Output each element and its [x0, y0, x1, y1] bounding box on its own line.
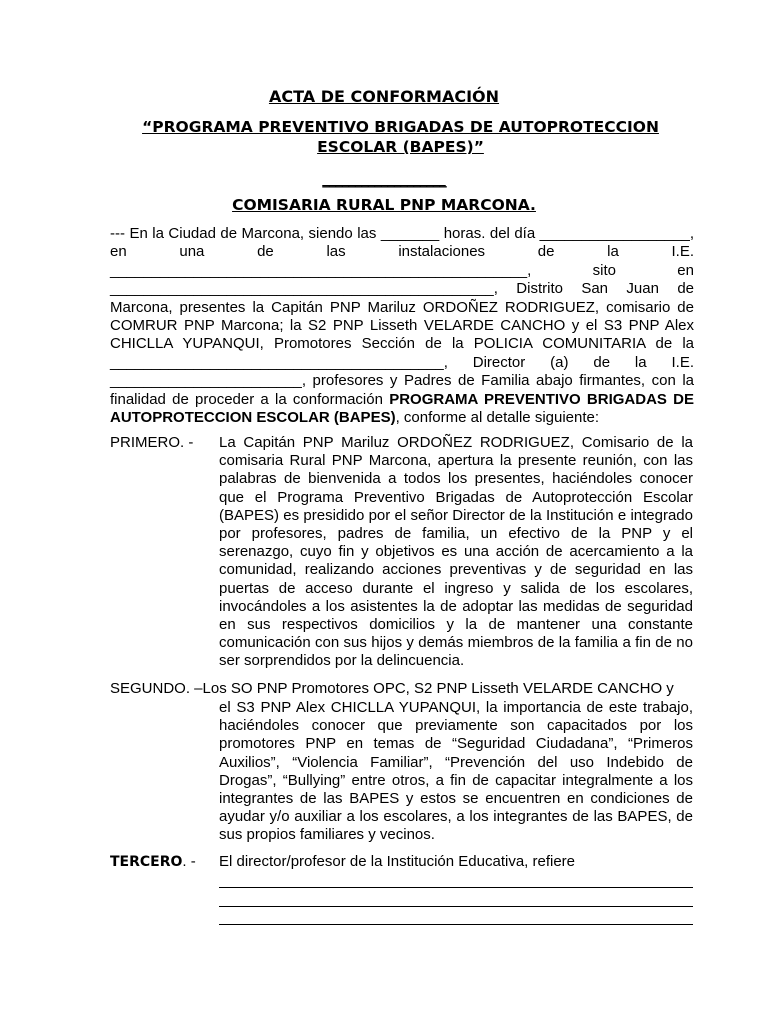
- third-text: El director/profesor de la Institución Educativa, refiere: [219, 853, 576, 870]
- document-title: ACTA DE CONFORMACIÓN: [268, 87, 500, 106]
- first-label: PRIMERO. -: [110, 434, 194, 451]
- intro-paragraph: [110, 225, 694, 427]
- third-label: [110, 853, 196, 871]
- third-label-text: TERCERO: [110, 854, 183, 870]
- blank-line: ___________________: [322, 170, 446, 188]
- second-label: [110, 680, 674, 698]
- second-label-text: SEGUNDO. –: [110, 680, 203, 697]
- fill-line-1: [219, 887, 693, 888]
- fill-line-3: [219, 924, 693, 925]
- intro-end: , conforme al detalle siguiente:: [395, 409, 600, 427]
- first-text: La Capitán PNP Mariluz ORDOÑEZ RODRIGUEZ, Comisario de la comisaria Rural PNP Marcona, apertura la presente reunión, con las palabras de bienvenida a todos los presentes, haciéndoles conocer que el Programa Preventivo Brigadas de Autoprotección Escolar (BAPES) es presidido por el señor Director de la Institución e integrado por profesores, padres de familia, un efectivo de la PNP y el serenazgo, cuyo fin y objetivos es una acción de acercamiento a la comunidad, realizando acciones preventivas y de seguridad en las puertas de acceso durante el ingreso y salida de los escolares, invocándoles a los asistentes la de adoptar las medidas de seguridad en sus respectivos domicilios y la de mantener una constante comunicación con sus hijos y demás miembros de la familia a fin de no ser sorprendidos por la delincuencia.: [219, 434, 693, 670]
- second-text: el S3 PNP Alex CHICLLA YUPANQUI, la importancia de este trabajo, haciéndoles conocer que previamente son capacitados por los promotores PNP en temas de “Seguridad Ciudadana”, “Primeros Auxilios”, “Violencia Familiar”, “Prevención del uso Indebido de Drogas”, “Bullying” entre otros, a fin de capacitar integralmente a los integrantes de las BAPES y estos se encuentren en condiciones de ayudar y/o auxiliar a los escolares, a los integrantes de las BAPES, de sus propios familiares y vecinos.: [219, 699, 693, 844]
- intro-program-bold: PROGRAMA PREVENTIVO BRIGADAS DE AUTOPROTECCION ESCOLAR (BAPES): [110, 390, 694, 427]
- intro-text: --- En la Ciudad de Marcona, siendo las _______ horas. del día __________________, en una de las instalaciones de la I.E. __________________________________________________, sito en ______________________________________________, Distrito San Juan de Marcona, presentes la Capitán PNP Mariluz ORDOÑEZ RODRIGUEZ, comisario de COMRUR PNP Marcona; la S2 PNP Lisseth VELARDE CANCHO y el S3 PNP Alex CHICLLA YUPANQUI, Promotores Sección de la POLICIA COMUNITARIA de la ________________________________________, Director (a) de la I.E. _______________________, profesores y Padres de Familia abajo firmantes, con la finalidad de proceder a la conformación: [110, 225, 694, 408]
- fill-line-2: [219, 906, 693, 907]
- third-label-suffix: . -: [182, 853, 196, 870]
- second-lead: Los SO PNP Promotores OPC, S2 PNP Lisseth VELARDE CANCHO y: [202, 680, 674, 697]
- program-title: “PROGRAMA PREVENTIVO BRIGADAS DE AUTOPROTECCION ESCOLAR (BAPES)”: [142, 118, 659, 156]
- station-heading: COMISARIA RURAL PNP MARCONA.: [232, 196, 536, 214]
